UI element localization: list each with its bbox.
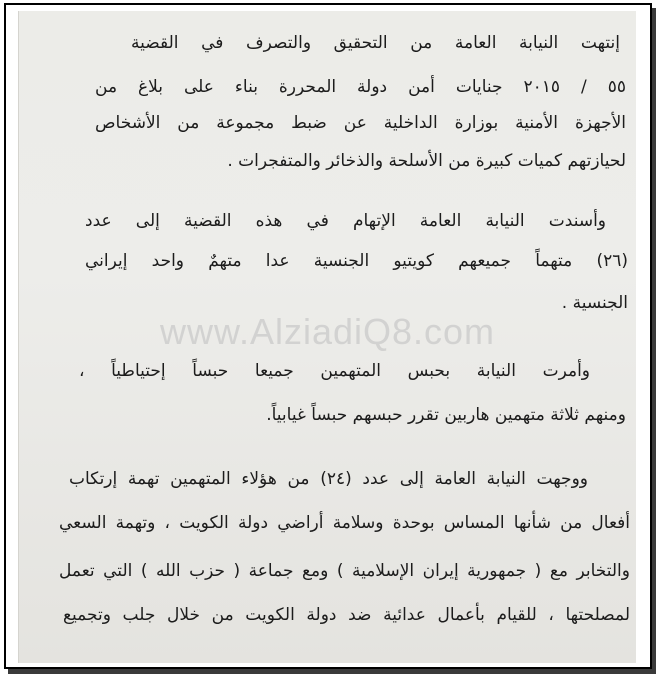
document-page [18,11,636,663]
paragraph-1-line-1: إنتهت النيابة العامة من التحقيق والتصرف في القضية [131,33,620,53]
paragraph-2-line-1: وأسندت النيابة العامة الإتهام في هذه القضية إلى عدد [85,211,606,231]
paragraph-2-line-3: الجنسية . [561,293,628,313]
paragraph-3-line-2: ومنهم ثلاثة متهمين هاربين تقرر حبسهم حبساً غيابياً. [266,405,626,425]
watermark: www.AlziadiQ8.com [159,311,496,352]
paragraph-4-line-1: ووجهت النيابة العامة إلى عدد (٢٤) من هؤلاء المتهمين تهمة إرتكاب [69,469,588,489]
paragraph-1-line-3: الأجهزة الأمنية بوزارة الداخلية عن ضبط مجموعة من الأشخاص [95,113,626,133]
paragraph-2-line-2: (٢٦) متهماً جميعهم كويتيو الجنسية عدا متهمٌ واحد إيراني [85,251,628,271]
document-frame [4,3,652,669]
paragraph-4-line-3: والتخابر مع ( جمهورية إيران الإسلامية ) ومع جماعة ( حزب الله ) التي تعمل [59,561,630,581]
paragraph-4-line-4: لمصلحتها ، للقيام بأعمال عدائية ضد دولة الكويت من خلال جلب وتجميع [63,605,630,625]
paragraph-1-line-4: لحيازتهم كميات كبيرة من الأسلحة والذخائر والمتفجرات . [227,151,626,171]
paragraph-3-line-1: وأمرت النيابة بحبس المتهمين جميعا حبساً إحتياطياً ، [79,361,590,381]
paragraph-4-line-2: أفعال من شأنها المساس بوحدة وسلامة أراضي دولة الكويت ، وتهمة السعي [59,513,630,533]
paragraph-1-line-2: ٥٥ / ٢٠١٥ جنايات أمن دولة المحررة بناء على بلاغ من [95,77,626,97]
